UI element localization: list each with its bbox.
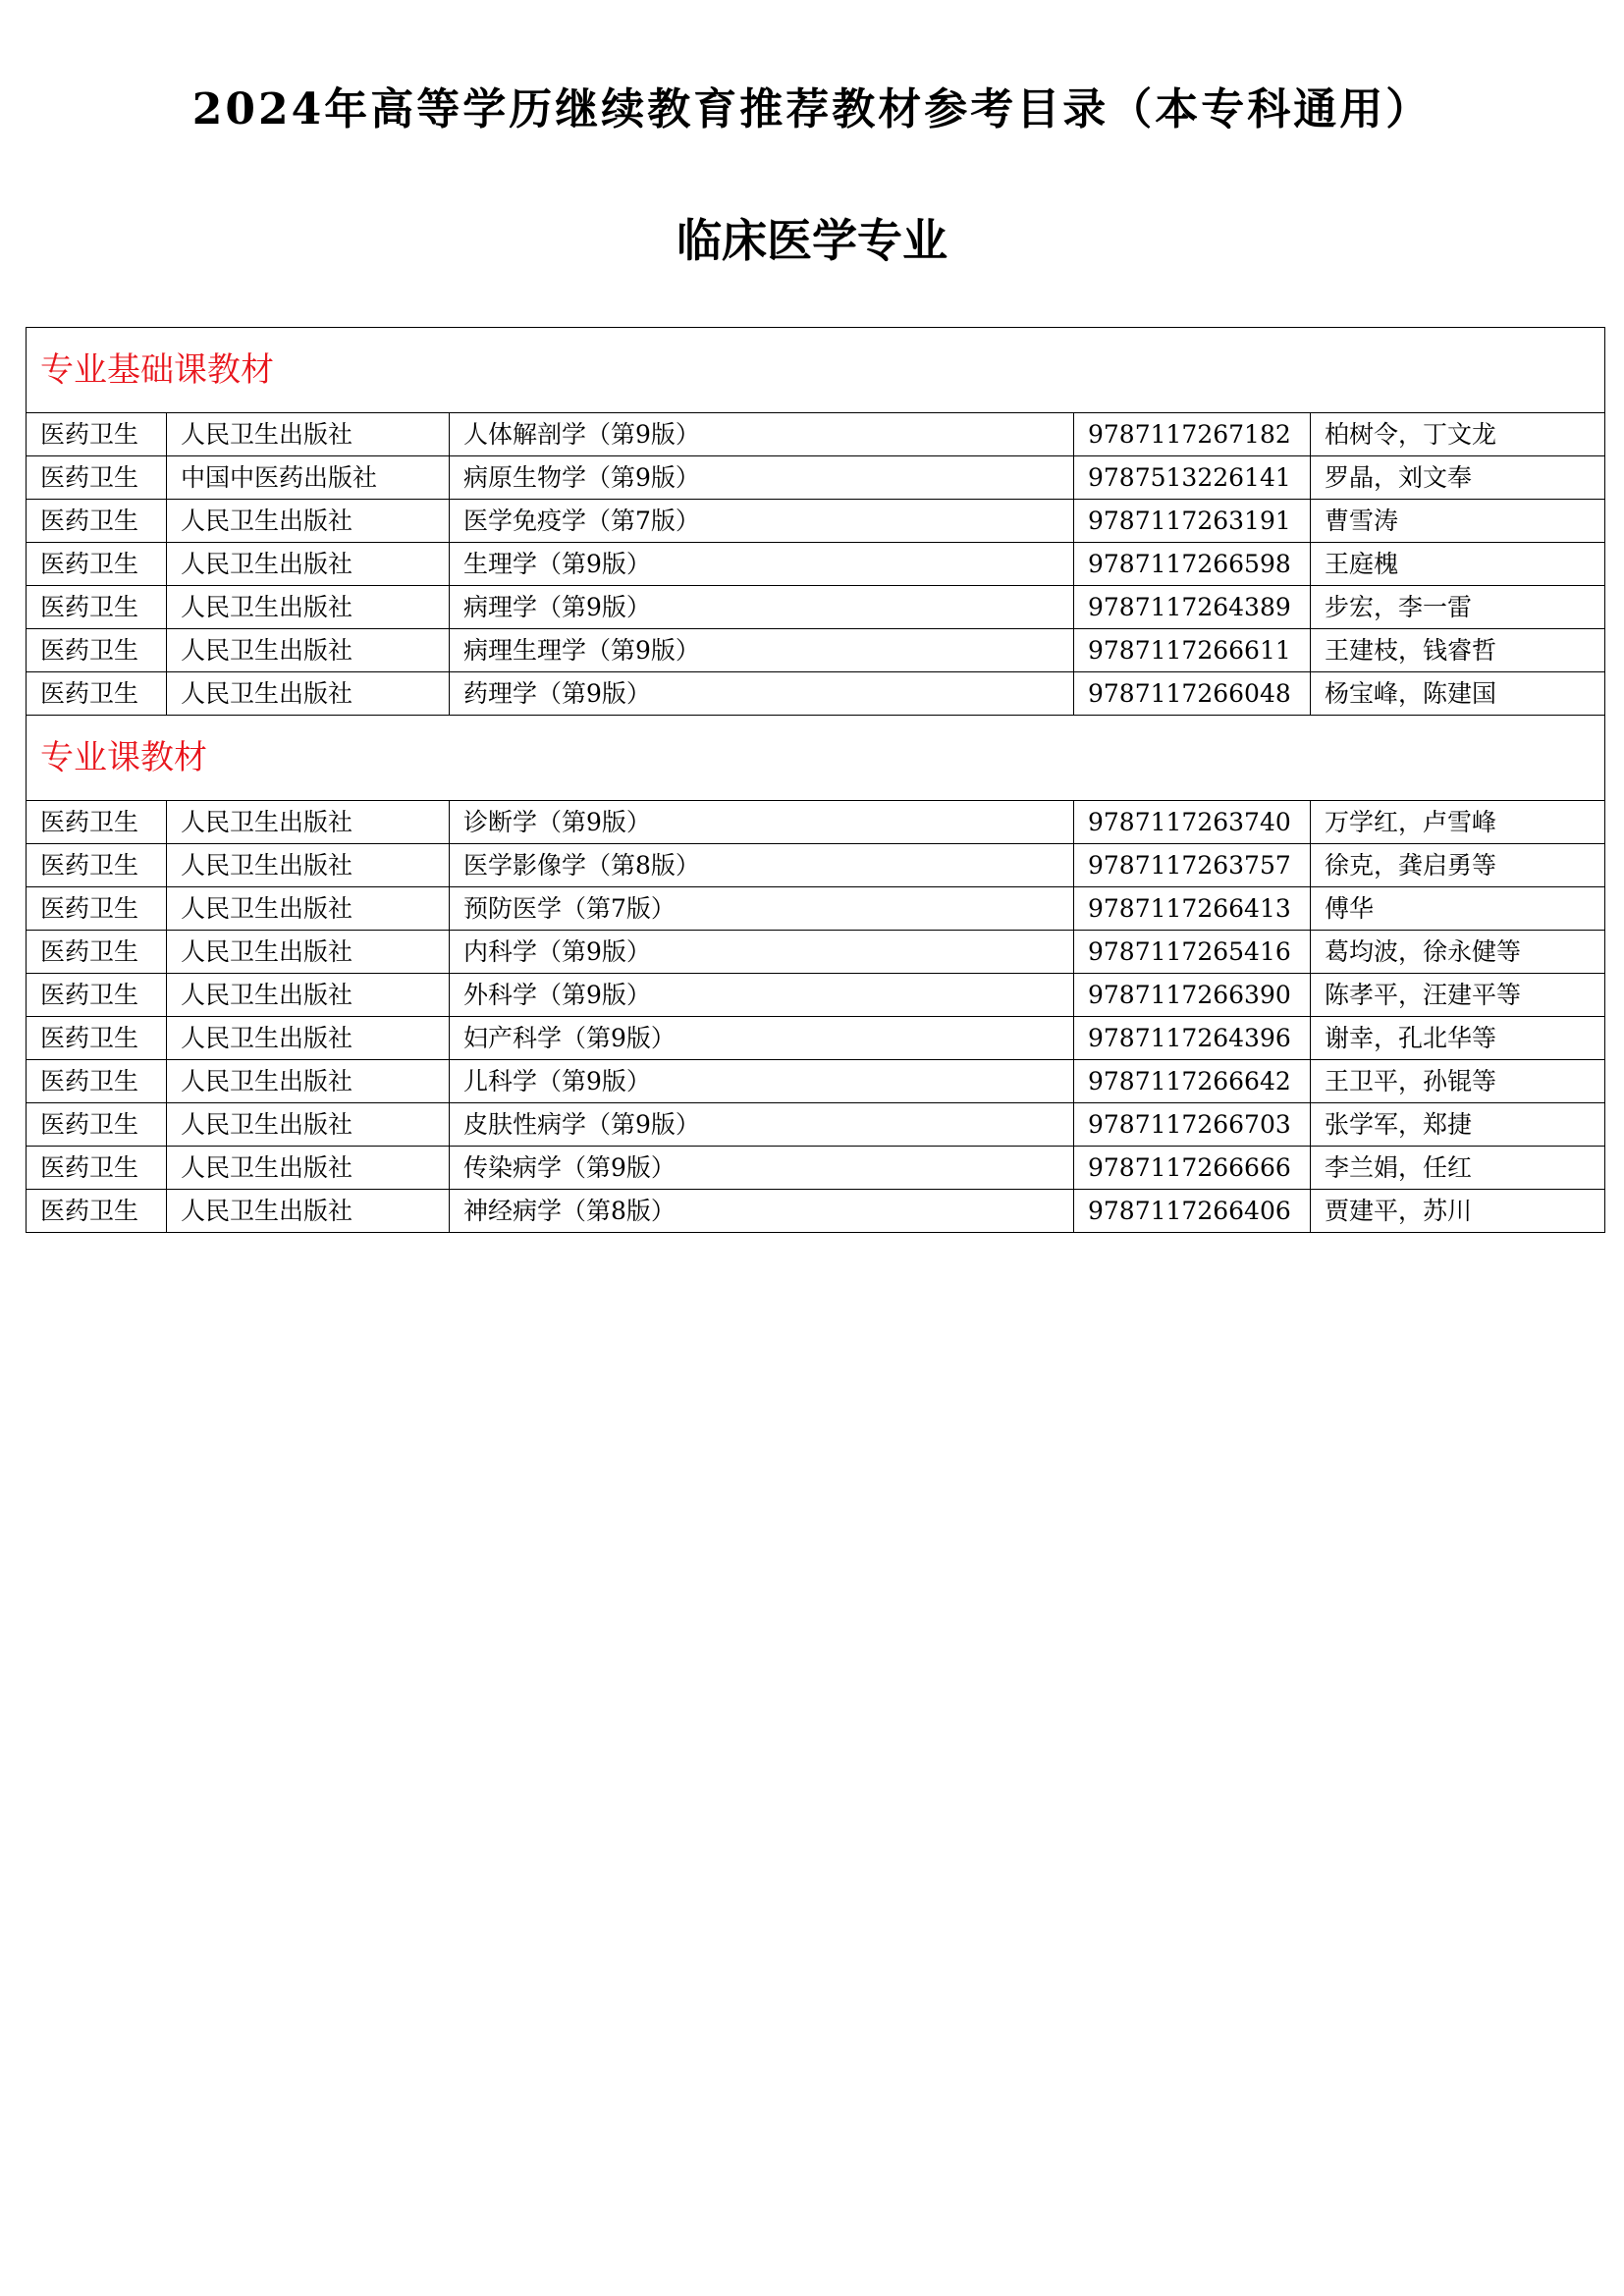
table-row [27,1103,1605,1147]
isbn-cell: 9787117263757 [1074,844,1311,887]
isbn-cell: 9787117264396 [1074,1017,1311,1060]
textbook-table [26,327,1605,1233]
category-cell: 医药卫生 [27,672,167,716]
isbn-cell: 9787117266598 [1074,543,1311,586]
document-subtitle: 临床医学专业 [677,214,947,267]
book-title-cell: 病原生物学（第9版） [450,456,1074,500]
category-cell: 医药卫生 [27,887,167,931]
isbn-cell: 9787117265416 [1074,931,1311,974]
isbn-cell: 9787117266406 [1074,1190,1311,1233]
category-cell: 医药卫生 [27,500,167,543]
book-title-cell: 医学免疫学（第7版） [450,500,1074,543]
category-cell: 医药卫生 [27,629,167,672]
category-cell: 医药卫生 [27,1103,167,1147]
category-cell: 医药卫生 [27,974,167,1017]
isbn-cell: 9787117266611 [1074,629,1311,672]
category-cell: 医药卫生 [27,801,167,844]
book-title-cell: 妇产科学（第9版） [450,1017,1074,1060]
isbn-cell: 9787117263191 [1074,500,1311,543]
publisher-cell: 人民卫生出版社 [167,413,450,456]
table-row [27,500,1605,543]
isbn-cell: 9787117266666 [1074,1147,1311,1190]
author-cell: 贾建平，苏川 [1311,1190,1605,1233]
isbn-cell: 9787117266642 [1074,1060,1311,1103]
author-cell: 王卫平，孙锟等 [1311,1060,1605,1103]
table-row [27,413,1605,456]
isbn-cell: 9787117267182 [1074,413,1311,456]
author-cell: 张学军，郑捷 [1311,1103,1605,1147]
author-cell: 罗晶，刘文奉 [1311,456,1605,500]
category-cell: 医药卫生 [27,456,167,500]
book-title-cell: 预防医学（第7版） [450,887,1074,931]
publisher-cell: 人民卫生出版社 [167,844,450,887]
category-cell: 医药卫生 [27,543,167,586]
book-title-cell: 病理生理学（第9版） [450,629,1074,672]
book-title-cell: 生理学（第9版） [450,543,1074,586]
table-row [27,887,1605,931]
table-row [27,844,1605,887]
book-title-cell: 人体解剖学（第9版） [450,413,1074,456]
author-cell: 步宏，李一雷 [1311,586,1605,629]
author-cell: 万学红，卢雪峰 [1311,801,1605,844]
table-row [27,672,1605,716]
isbn-cell: 9787117266703 [1074,1103,1311,1147]
book-title-cell: 诊断学（第9版） [450,801,1074,844]
publisher-cell: 人民卫生出版社 [167,672,450,716]
isbn-cell: 9787117264389 [1074,586,1311,629]
author-cell: 李兰娟，任红 [1311,1147,1605,1190]
author-cell: 杨宝峰，陈建国 [1311,672,1605,716]
publisher-cell: 人民卫生出版社 [167,1190,450,1233]
publisher-cell: 人民卫生出版社 [167,1017,450,1060]
category-cell: 医药卫生 [27,413,167,456]
table-row [27,1060,1605,1103]
category-cell: 医药卫生 [27,1147,167,1190]
author-cell: 葛均波，徐永健等 [1311,931,1605,974]
isbn-cell: 9787117263740 [1074,801,1311,844]
publisher-cell: 人民卫生出版社 [167,586,450,629]
category-cell: 医药卫生 [27,586,167,629]
category-cell: 医药卫生 [27,1190,167,1233]
isbn-cell: 9787513226141 [1074,456,1311,500]
category-cell: 医药卫生 [27,1017,167,1060]
author-cell: 柏树令，丁文龙 [1311,413,1605,456]
author-cell: 徐克，龚启勇等 [1311,844,1605,887]
publisher-cell: 人民卫生出版社 [167,1060,450,1103]
book-title-cell: 外科学（第9版） [450,974,1074,1017]
author-cell: 陈孝平，汪建平等 [1311,974,1605,1017]
publisher-cell: 人民卫生出版社 [167,931,450,974]
author-cell: 谢幸，孔北华等 [1311,1017,1605,1060]
document-title: 2024年高等学历继续教育推荐教材参考目录（本专科通用） [191,84,1433,134]
publisher-cell: 人民卫生出版社 [167,543,450,586]
publisher-cell: 人民卫生出版社 [167,974,450,1017]
table-row [27,586,1605,629]
category-cell: 医药卫生 [27,844,167,887]
publisher-cell: 人民卫生出版社 [167,500,450,543]
publisher-cell: 人民卫生出版社 [167,887,450,931]
book-title-cell: 内科学（第9版） [450,931,1074,974]
table-row [27,1147,1605,1190]
book-title-cell: 皮肤性病学（第9版） [450,1103,1074,1147]
publisher-cell: 中国中医药出版社 [167,456,450,500]
publisher-cell: 人民卫生出版社 [167,1103,450,1147]
author-cell: 曹雪涛 [1311,500,1605,543]
publisher-cell: 人民卫生出版社 [167,801,450,844]
section-header-row [27,716,1605,801]
book-title-cell: 病理学（第9版） [450,586,1074,629]
table-row [27,629,1605,672]
book-title-cell: 传染病学（第9版） [450,1147,1074,1190]
author-cell: 王庭槐 [1311,543,1605,586]
table-row [27,931,1605,974]
table-row [27,801,1605,844]
book-title-cell: 医学影像学（第8版） [450,844,1074,887]
book-title-cell: 神经病学（第8版） [450,1190,1074,1233]
table-row [27,1017,1605,1060]
category-cell: 医药卫生 [27,931,167,974]
book-title-cell: 药理学（第9版） [450,672,1074,716]
section-heading: 专业基础课教材 [27,328,1605,413]
author-cell: 王建枝，钱睿哲 [1311,629,1605,672]
textbook-table-body [27,328,1605,1233]
section-heading: 专业课教材 [27,716,1605,801]
publisher-cell: 人民卫生出版社 [167,1147,450,1190]
isbn-cell: 9787117266048 [1074,672,1311,716]
book-title-cell: 儿科学（第9版） [450,1060,1074,1103]
publisher-cell: 人民卫生出版社 [167,629,450,672]
section-header-row [27,328,1605,413]
table-row [27,1190,1605,1233]
table-row [27,543,1605,586]
table-row [27,456,1605,500]
isbn-cell: 9787117266390 [1074,974,1311,1017]
isbn-cell: 9787117266413 [1074,887,1311,931]
table-row [27,974,1605,1017]
category-cell: 医药卫生 [27,1060,167,1103]
author-cell: 傅华 [1311,887,1605,931]
